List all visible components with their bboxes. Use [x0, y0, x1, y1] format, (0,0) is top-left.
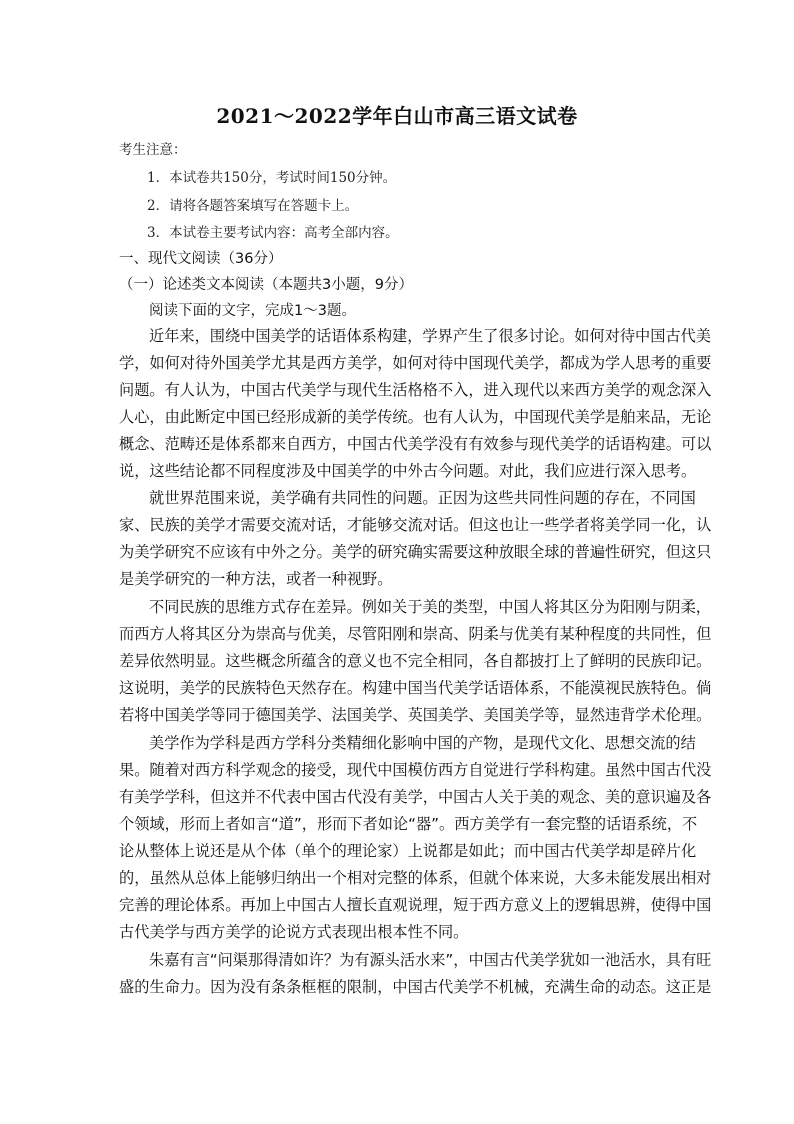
subsection-heading: （一）论述类文本阅读（本题共3小题，9分） — [119, 277, 413, 293]
passage-line: 近年来，围绕中国美学的话语体系构建，学界产生了很多讨论。如何对待中国古代美 — [149, 327, 711, 345]
passage-line: 完善的理论体系。再加上中国古人擅长直观说理，短于西方意义上的逻辑思辨，使得中国 — [119, 896, 712, 914]
passage-line: 论从整体上说还是从个体（单个的理论家）上说都是如此；而中国古代美学却是碎片化 — [119, 842, 697, 860]
passage-line: 说，这些结论都不同程度涉及中国美学的中外古今问题。对此，我们应进行深入思考。 — [119, 462, 697, 480]
passage-line: 若将中国美学等同于德国美学、法国美学、英国美学、美国美学等，显然违背学术伦理。 — [119, 706, 712, 724]
passage-line: 问题。有人认为，中国古代美学与现代生活格格不入，进入现代以来西方美学的观念深入 — [119, 381, 712, 399]
passage-line: 的，虽然从总体上能够归纳出一个相对完整的体系，但就个体来说，大多未能发展出相对 — [119, 869, 712, 887]
passage-line: 有美学学科，但这并不代表中国古代没有美学，中国古人关于美的观念、美的意识遍及各 — [119, 788, 712, 806]
notice-item: 3．本试卷主要考试内容：高考全部内容。 — [147, 225, 399, 241]
passage-line: 概念、范畴还是体系都来自西方，中国古代美学没有有效参与现代美学的话语构建。可以 — [119, 435, 712, 453]
notice-item: 1．本试卷共150分，考试时间150分钟。 — [147, 170, 397, 186]
notice-item: 2．请将各题答案填写在答题卡上。 — [147, 198, 359, 214]
notice-label: 考生注意： — [119, 142, 187, 158]
section-heading: 一、现代文阅读（36分） — [119, 251, 283, 267]
passage-line: 不同民族的思维方式存在差异。例如关于美的类型，中国人将其区分为阳刚与阴柔， — [149, 598, 711, 616]
passage-line: 人心，由此断定中国已经形成新的美学传统。也有人认为，中国现代美学是舶来品，无论 — [119, 408, 712, 426]
passage-line: 为美学研究不应该有中外之分。美学的研究确实需要这种放眼全球的普遍性研究，但这只 — [119, 543, 712, 561]
passage-line: 美学作为学科是西方学科分类精细化影响中国的产物，是现代文化、思想交流的结 — [149, 734, 696, 752]
passage-line: 家、民族的美学才需要交流对话，才能够交流对话。但这也让一些学者将美学同一化，认 — [119, 516, 712, 534]
exam-title: 2021～2022学年白山市高三语文试卷 — [216, 104, 578, 128]
passage-line: 学，如何对待外国美学尤其是西方美学，如何对待中国现代美学，都成为学人思考的重要 — [119, 354, 712, 372]
passage-line: 是美学研究的一种方法，或者一种视野。 — [119, 570, 393, 588]
passage-line: 朱嘉有言“问渠那得清如许？为有源头活水来”，中国古代美学犹如一池活水，具有旺 — [149, 951, 712, 969]
passage-line: 个领域，形而上者如言“道”，形而下者如论“器”。西方美学有一套完整的话语系统，不 — [119, 815, 698, 833]
passage-line: 就世界范围来说，美学确有共同性的问题。正因为这些共同性问题的存在，不同国 — [149, 489, 696, 507]
passage-line: 而西方人将其区分为崇高与优美，尽管阳刚和崇高、阴柔与优美有某种程度的共同性，但 — [119, 625, 712, 643]
passage-line: 差异依然明显。这些概念所蕴含的意义也不完全相同，各自都披打上了鲜明的民族印记。 — [119, 652, 712, 670]
passage-line: 盛的生命力。因为没有条条框框的限制，中国古代美学不机械，充满生命的动态。这正是 — [119, 978, 712, 996]
reading-instruction: 阅读下面的文字，完成1～3题。 — [149, 303, 356, 319]
passage-line: 古代美学与西方美学的论说方式表现出根本性不同。 — [119, 923, 469, 941]
passage-line: 这说明，美学的民族特色天然存在。构建中国当代美学话语体系，不能漠视民族特色。倘 — [119, 679, 712, 697]
passage-line: 果。随着对西方科学观念的接受，现代中国模仿西方自觉进行学科构建。虽然中国古代没 — [119, 761, 712, 779]
